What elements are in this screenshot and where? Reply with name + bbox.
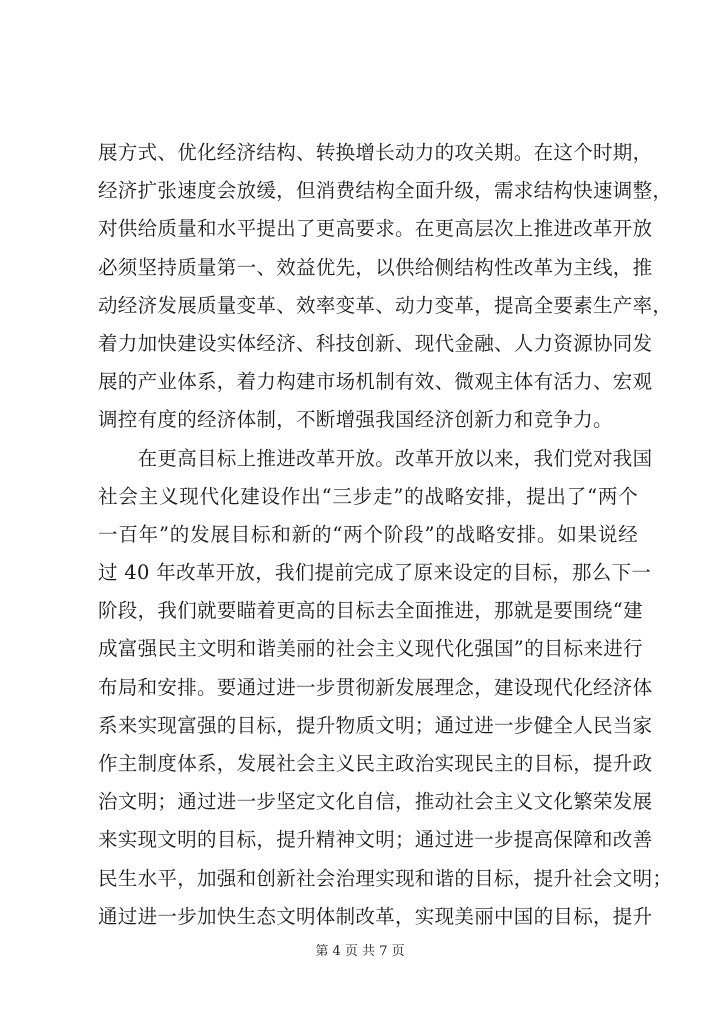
- text-line: 民生水平，加强和创新社会治理实现和谐的目标，提升社会文明；: [98, 866, 673, 890]
- text-line: 阶段，我们就要瞄着更高的目标去全面推进，那就是要围绕“建: [98, 599, 643, 623]
- page-footer: 第 4 页 共 7 页: [315, 944, 405, 959]
- body-text: [98, 134, 673, 936]
- text-line: 布局和安排。要通过进一步贯彻新发展理念，建设现代化经济体: [98, 675, 653, 699]
- text-line: 治文明；通过进一步坚定文化自信，推动社会主义文化繁荣发展: [98, 790, 653, 814]
- text-line: 过 40 年改革开放，我们提前完成了原来设定的目标，那么下一: [98, 561, 652, 585]
- text-line: 动经济发展质量变革、效率变革、动力变革，提高全要素生产率，: [98, 293, 673, 317]
- text-line: 展方式、优化经济结构、转换增长动力的攻关期。在这个时期，: [98, 141, 653, 164]
- text-line: 对供给质量和水平提出了更高要求。在更高层次上推进改革开放: [98, 217, 653, 241]
- text-line: 必须坚持质量第一、效益优先，以供给侧结构性改革为主线，推: [98, 255, 653, 279]
- text-line: 来实现文明的目标，提升精神文明；通过进一步提高保障和改善: [98, 828, 653, 852]
- text-line: 通过进一步加快生态文明体制改革，实现美丽中国的目标，提升: [98, 904, 653, 928]
- text-line: 作主制度体系，发展社会主义民主政治实现民主的目标，提升政: [98, 752, 653, 775]
- text-line: 社会主义现代化建设作出“三步走”的战略安排，提出了“两个: [98, 484, 638, 508]
- text-line: 系来实现富强的目标，提升物质文明；通过进一步健全人民当家: [98, 713, 653, 737]
- text-line: 一百年”的发展目标和新的“两个阶段”的战略安排。如果说经: [98, 522, 638, 546]
- text-line: 着力加快建设实体经济、科技创新、现代金融、人力资源协同发: [98, 331, 653, 355]
- text-line: 在更高目标上推进改革开放。改革开放以来，我们党对我国: [98, 446, 653, 470]
- text-line: 成富强民主文明和谐美丽的社会主义现代化强国”的目标来进行: [98, 637, 643, 661]
- text-line: 调控有度的经济体制，不断增强我国经济创新力和竞争力。: [98, 408, 613, 432]
- text-line: 展的产业体系，着力构建市场机制有效、微观主体有活力、宏观: [98, 370, 653, 394]
- text-line: 经济扩张速度会放缓，但消费结构全面升级，需求结构快速调整，: [98, 179, 673, 203]
